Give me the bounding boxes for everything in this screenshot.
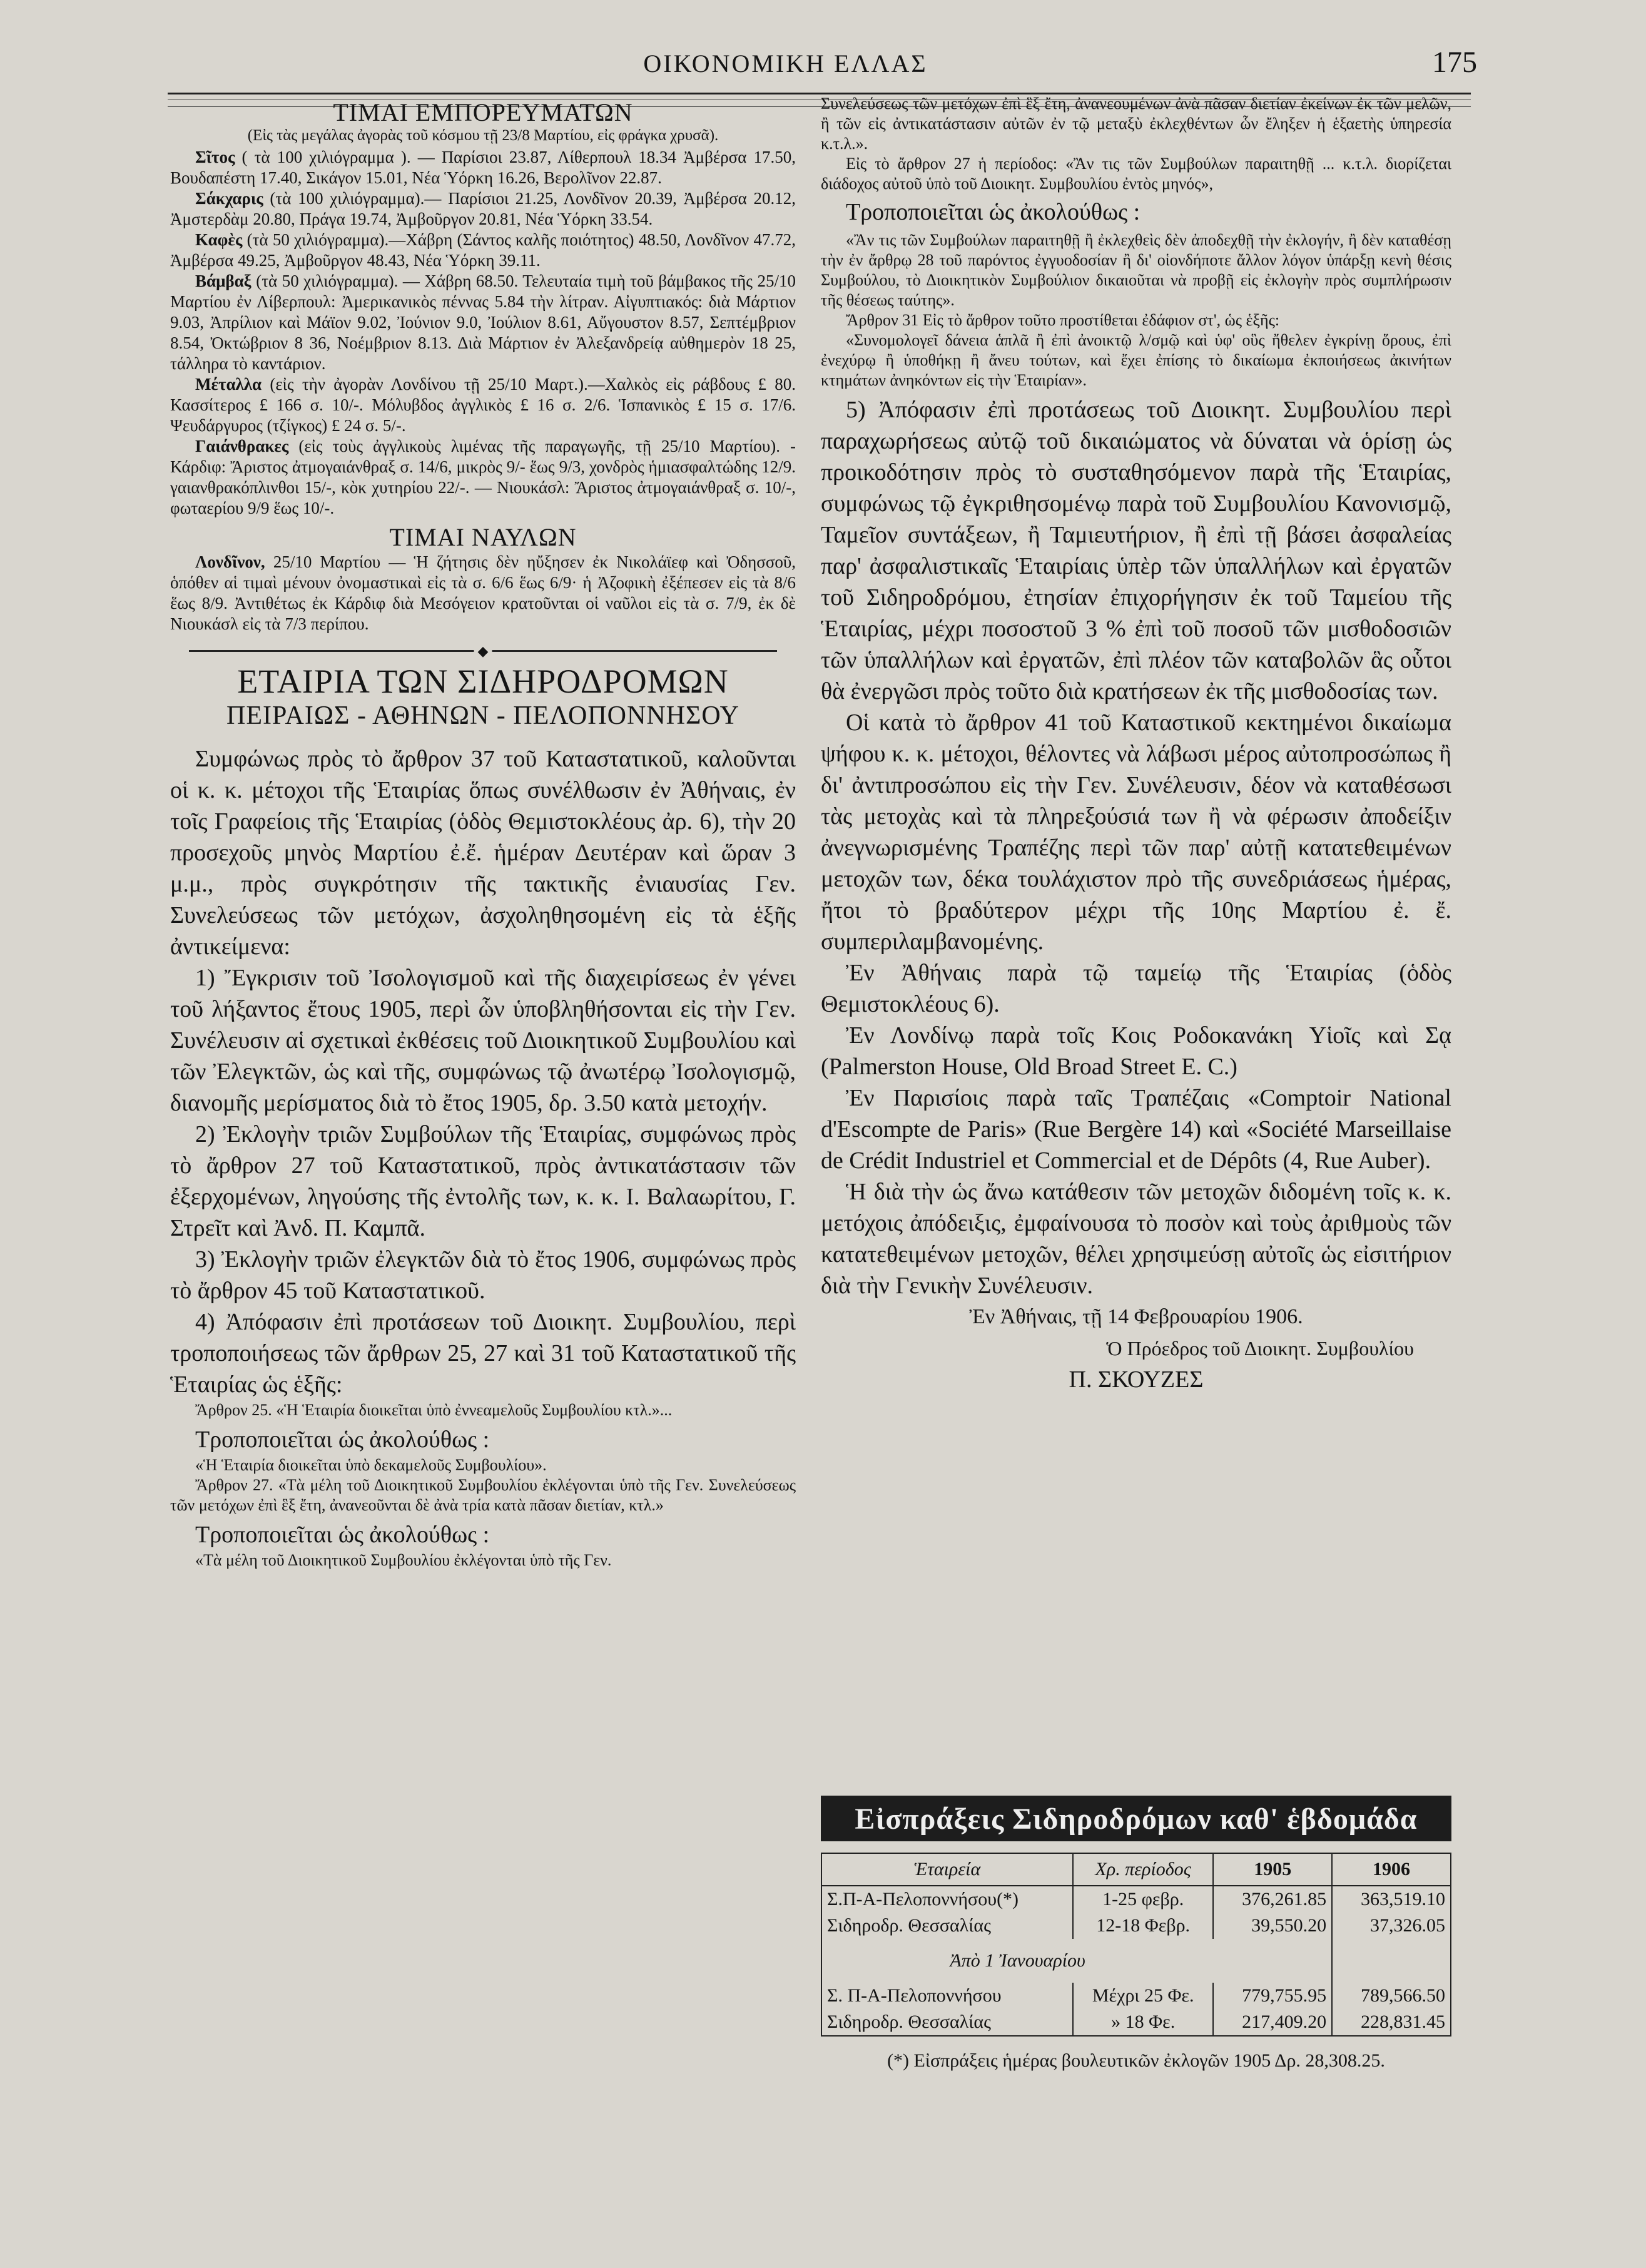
cell-period: 12-18 Φεβρ. — [1073, 1913, 1213, 1939]
price-item — [170, 271, 796, 374]
left-column — [170, 94, 796, 1570]
cell-1905: 217,409.20 — [1213, 2009, 1332, 2036]
table-row — [821, 2009, 1451, 2036]
deposit-receipt: Ἡ διὰ τὴν ὡς ἄνω κατάθεσιν τῶν μετοχῶν διδομένη τοῖς κ. κ. μετόχοις ἀπόδειξις, ἐμφαίνουσα τὸ ποσὸν καὶ τοὺς ἀριθμοὺς τῶν κατατεθειμένων μετοχῶν, θέλει χρησιμεύσῃ αὐτοῖς ὡς εἰσιτήριον διὰ τὴν Γενικὴν Συνέλευσιν. — [821, 1179, 1451, 1299]
cell-1906: 789,566.50 — [1332, 1983, 1451, 2009]
company-title: ΕΤΑΙΡΙΑ ΤΩΝ ΣΙΔΗΡΟΔΡΟΜΩΝ — [237, 663, 729, 700]
cell-period: » 18 Φε. — [1073, 2009, 1213, 2036]
article-31: Ἄρθρον 31 Εἰς τὸ ἄρθρον τοῦτο προστίθεται ἐδάφιον στ', ὡς ἑξῆς: — [846, 311, 1280, 329]
section-divider — [170, 643, 796, 658]
table-row — [821, 1983, 1451, 2009]
price-item-text: (εἰς τοὺς ἀγγλικοὺς λιμένας τῆς παραγωγῆς, τῇ 25/10 Μαρτίου). - Κάρδιφ: Ἄριστος ἀτμογαιάνθραξ σ. 14/6, μικρὸς 9/- ἕως 9/3, χονδρὸς ἡμιασφαλτώδης 12/9. γαιανθρακόπλινθοι 15/-, κὸκ χυτηρίου 22/-. — Νιουκάσλ: Ἄριστος ἀτμογαιάνθραξ σ. 10/-, φωταερίου 9/9 ἕως 10/-. — [170, 437, 796, 517]
price-item-label: Καφὲς — [195, 230, 243, 249]
modified-note-2: Τροποποιεῖται ὡς ἀκολούθως : — [195, 1522, 490, 1548]
price-item-label: Βάμβαξ — [195, 272, 251, 290]
table-row — [821, 1913, 1451, 1939]
column-header: Ἑταιρεία — [821, 1853, 1073, 1886]
article-27-period: Εἰς τὸ ἄρθρον 27 ἡ περίοδος: «Ἂν τις τῶν Συμβούλων παραιτηθῇ ... κ.τ.λ. διορίζεται διάδοχος αὐτοῦ ὑπὸ τοῦ Διοικητ. Συμβουλίου ἐντὸς μηνός», — [821, 155, 1451, 193]
signatory-name: Π. ΣΚΟΥΖΕΣ — [1069, 1366, 1204, 1393]
cell-1906: 363,519.10 — [1332, 1886, 1451, 1913]
cell-company: Σ.Π-Α-Πελοποννήσου(*) — [821, 1886, 1073, 1913]
price-item — [170, 436, 796, 519]
deposit-london: Ἐν Λονδίνῳ παρὰ τοῖς Κοις Ροδοκανάκη Υἱοῖς καὶ Σᾳ (Palmerston House, Old Broad Street E. C.) — [821, 1022, 1451, 1080]
article-27-continued: Συνελεύσεως τῶν μετόχων ἐπὶ ἓξ ἔτη, ἀνανεουμένων ἀνὰ πᾶσαν διετίαν ἐκείνων ἐκ τῶν μελῶν, ἢ τῶν εἰς ἀντικατάστασιν αὐτῶν ἐν τῷ μεταξὺ ἐκλεχθέντων ὧν ἔληξεν ἡ ἑξαετὴς ὑπηρεσία κ.τ.λ.». — [821, 94, 1451, 153]
price-item-text: (τὰ 100 χιλιόγραμμα).— Παρίσιοι 21.25, Λονδῖνον 20.39, Ἀμβέρσα 20.12, Ἀμστερδὰμ 20.80, Πράγα 19.74, Ἀμβοῦργον 20.81, Νέα Ὑόρκη 33.54. — [170, 189, 796, 228]
price-item-label: Σῖτος — [195, 148, 235, 166]
price-item — [170, 188, 796, 230]
agenda-item-2: 2) Ἐκλογὴν τριῶν Συμβούλων τῆς Ἑταιρίας, συμφώνως πρὸς τὸ ἄρθρον 27 τοῦ Καταστατικοῦ, πρὸς ἀντικατάστασιν τῶν ἐξερχομένων, ληγούσης τῆς ἐντολῆς των, κ. κ. Ι. Βαλαωρίτου, Γ. Στρεῖτ καὶ Ἀνδ. Π. Καμπᾶ. — [170, 1121, 796, 1241]
cell-company: Σιδηροδρ. Θεσσαλίας — [821, 1913, 1073, 1939]
notice-intro: Συμφώνως πρὸς τὸ ἄρθρον 37 τοῦ Καταστατικοῦ, καλοῦνται οἱ κ. κ. μέτοχοι τῆς Ἑταιρίας ὅπως συνέλθωσιν ἐν Ἀθήναις, ἐν τοῖς Γραφείοις τῆς Ἑταιρίας (ὁδὸς Θεμιστοκλέους ἀρ. 6), τὴν 20 προσεχοῦς μηνὸς Μαρτίου ἐ.ἔ. ἡμέραν Δευτέραν καὶ ὥραν 3 μ.μ., πρὸς συγκρότησιν τῆς τακτικῆς ἐνιαυσίας Γεν. Συνελεύσεως τῶν μετόχων, ἀσχοληθησομένη εἰς τὰ ἑξῆς ἀντικείμενα: — [170, 746, 796, 960]
receipts-banner: Εἰσπράξεις Σιδηροδρόμων καθ' ἑβδομάδα — [821, 1796, 1451, 1841]
table-row — [821, 1886, 1451, 1913]
article-31-addition: «Συνομολογεῖ δάνεια ἁπλᾶ ἢ ἐπὶ ἀνοικτῷ λ/σμῷ καὶ ὑφ' οὓς ἤθελεν ἐγκρίνῃ ὅρους, ἐπὶ ἐνεχύρῳ ἢ ὑποθήκῃ ἢ ἄνευ τούτων, καὶ ἔχει ἐπίσης τὸ δικαίωμα ἐκποιήσεως ἀκινήτων κτημάτων ἀνηκόντων εἰς τὴν Ἑταιρίαν». — [821, 331, 1451, 389]
price-item — [170, 230, 796, 271]
freight-label: Λονδῖνον, — [195, 552, 265, 571]
freight-heading: ΤΙΜΑΙ ΝΑΥΛΩΝ — [389, 523, 577, 551]
journal-title: ΟΙΚΟΝΟΜΙΚΗ ΕΛΛΑΣ — [643, 49, 928, 78]
table-header-row — [821, 1853, 1451, 1886]
article-25-new: «Ἡ Ἑταιρία διοικεῖται ὑπὸ δεκαμελοῦς Συμβουλίου». — [195, 1456, 547, 1474]
article-27-replacement: «Ἂν τις τῶν Συμβούλων παραιτηθῇ ἢ ἐκλεχθεὶς δὲν ἀποδεχθῇ τὴν ἐκλογήν, ἢ δὲν καταθέσῃ τὴν ἐν ἄρθρῳ 28 τοῦ παρόντος ἐγγυοδοσίαν ἢ δι' οἱονδήποτε ἄλλον λόγον ὑπάρξῃ κενὴ θέσις Συμβούλου, τὸ Διοικητικὸν Συμβούλιον δικαιοῦται νὰ προβῇ εἰς ἐκλογὴν πρὸς συμπλήρωσιν τῆς θέσεως ταύτης». — [821, 231, 1451, 309]
signatory-role: Ὁ Πρόεδρος τοῦ Διοικητ. Συμβουλίου — [1106, 1337, 1414, 1360]
cell-1905: 779,755.95 — [1213, 1983, 1332, 2009]
receipts-box — [821, 1796, 1451, 2072]
prices-subheading: (Εἰς τὰς μεγάλας ἀγορὰς τοῦ κόσμου τῇ 23/8 Μαρτίου, εἰς φράγκα χρυσᾶ). — [247, 127, 719, 144]
freight-text: 25/10 Μαρτίου — Ἡ ζήτησις δὲν ηὔξησεν ἐκ Νικολάϊεφ καὶ Ὀδησσοῦ, ὁπόθεν αἱ τιμαὶ μένουν ὀνομαστικαὶ εἰς τὰ σ. 6/6 ἕως 6/9· ἡ Ἀζοφικὴ ἐξέπεσεν εἰς τὰ 8/6 ἕως 8/9. Ἀντιθέτως ἐκ Κάρδιφ διὰ Μεσόγειον κρατοῦνται οἱ ναῦλοι εἰς τὰ σ. 7/9, ἐκ δὲ Νιουκάσλ εἰς τὰ 7/3 περίπου. — [170, 552, 796, 633]
notice-date: Ἐν Ἀθήναις, τῇ 14 Φεβρουαρίου 1906. — [969, 1305, 1303, 1328]
right-column — [821, 94, 1451, 1395]
modified-note: Τροποποιεῖται ὡς ἀκολούθως : — [195, 1426, 490, 1453]
cell-1905: 376,261.85 — [1213, 1886, 1332, 1913]
cell-company: Σ. Π-Α-Πελοποννήσου — [821, 1983, 1073, 2009]
section-empty-cell — [1332, 1939, 1451, 1983]
price-item — [170, 147, 796, 188]
price-item-text: (τὰ 50 χιλιόγραμμα). — Χάβρη 68.50. Τελευταία τιμὴ τοῦ βάμβακος τῆς 25/10 Μαρτίου ἐν Λίβερπουλ: Ἀμερικανικὸς πέννας 5.84 τὴν λίτραν. Αἰγυπτιακός: διὰ Μάρτιον 9.03, Ἀπρίλιον καὶ Μάϊον 9.02, Ἰούνιον 9.0, Ἰούλιον 8.61, Αὔγουστον 8.57, Σεπτέμβριον 8.54, Ὀκτώβριον 8 36, Νοέμβριον 8.13. Διὰ Μάρτιον ἐν Ἀλεξανδρείᾳ αὐθημερὸν 18 25, τάλληρα τὸ καντάριον. — [170, 272, 796, 373]
column-header: Χρ. περίοδος — [1073, 1853, 1213, 1886]
deposit-athens: Ἐν Ἀθήναις παρὰ τῷ ταμείῳ τῆς Ἑταιρίας (ὁδὸς Θεμιστοκλέους 6). — [821, 960, 1451, 1017]
agenda-item-5: 5) Ἀπόφασιν ἐπὶ προτάσεως τοῦ Διοικητ. Συμβουλίου περὶ παραχωρήσεως αὐτῷ τοῦ δικαιώματος νὰ δύναται νὰ ὁρίσῃ ὡς προικοδότησιν πρὸς τὸ συσταθησόμενον παρὰ τῆς Ἑταιρίας, συμφώνως τῷ ἐγκριθησομένῳ παρὰ τοῦ Συμβουλίου Κανονισμῷ, Ταμεῖον συντάξεων, ἢ Ταμιευτήριον, ἢ ἐπὶ τῇ βάσει ἀσφαλείας παρ' ἀσφαλιστικαῖς Ἑταιρίαις ὑπὲρ τῶν ὑπαλλήλων καὶ ἐργατῶν τοῦ Σιδηροδρόμου, ἐτησίαν ἐπιχορήγησιν ἐκ τοῦ Ταμείου τῆς Ἑταιρίας, μέχρι ποσοστοῦ 3 % ἐπὶ τοῦ ποσοῦ τῶν μισθοδοσιῶν τῶν ὑπαλλήλων καὶ ἐργατῶν, ἐπὶ πλέον τῶν καταβολῶν ἃς οὗτοι θὰ ἐνεργῶσι πρὸς τοῦτο διὰ κρατήσεων ἐκ τῆς μισθοδοσίας των. — [821, 397, 1451, 704]
price-item-text: ( τὰ 100 χιλιόγραμμα ). — Παρίσιοι 23.87, Λίθερπουλ 18.34 Ἀμβέρσα 17.50, Βουδαπέστη 17.40, Σικάγον 15.01, Νέα Ὑόρκη 16.26, Βερολῖνον 22.87. — [170, 148, 796, 187]
table-section-row — [821, 1939, 1451, 1983]
price-item-label: Μέταλλα — [195, 375, 262, 394]
column-header: 1905 — [1213, 1853, 1332, 1886]
cell-1905: 39,550.20 — [1213, 1913, 1332, 1939]
table-footnote: (*) Εἰσπράξεις ἡμέρας βουλευτικῶν ἐκλογῶν 1905 Δρ. 28,308.25. — [887, 2050, 1385, 2071]
cell-period: 1-25 φεβρ. — [1073, 1886, 1213, 1913]
voting-rights: Οἱ κατὰ τὸ ἄρθρον 41 τοῦ Καταστικοῦ κεκτημένοι δικαίωμα ψήφου κ. κ. μέτοχοι, θέλοντες νὰ λάβωσι μέρος αὐτοπροσώπως ἢ δι' ἀντιπροσώπου εἰς τὴν Γεν. Συνέλευσιν, δέον νὰ καταθέσωσι τὰς μετοχὰς καὶ τὰ πληρεξούσιά των ἢ νὰ φέρωσιν ἀποδείξιν ἀνεγνωρισμένης Τραπέζης περὶ τῶν παρ' αὐτῇ κατατεθειμένων μετοχῶν των, δέκα τουλάχιστον πρὸ τῆς συνεδριάσεως ἡμέρας, ἤτοι τὸ βραδύτερον μέχρι τῆς 10ης Μαρτίου ἐ. ἔ. συμπεριλαμβανομένης. — [821, 709, 1451, 955]
modified-note-3: Τροποποιεῖται ὡς ἀκολούθως : — [846, 199, 1141, 225]
cell-1906: 37,326.05 — [1332, 1913, 1451, 1939]
price-item — [170, 374, 796, 436]
agenda-item-1: 1) Ἔγκρισιν τοῦ Ἰσολογισμοῦ καὶ τῆς διαχειρίσεως ἐν γένει τοῦ λήξαντος ἔτους 1905, περὶ ὧν ὑποβληθήσονται εἰς τὴν Γεν. Συνέλευσιν αἱ σχετικαὶ ἐκθέσεις τοῦ Διοικητικοῦ Συμβουλίου καὶ τῶν Ἐλεγκτῶν, ὡς καὶ τῆς, συμφώνως τῷ ἀνωτέρῳ Ἰσολογισμῷ, διανομῆς μερίσματος διὰ τὸ ἔτος 1905, δρ. 3.50 κατὰ μετοχήν. — [170, 965, 796, 1116]
divider-ornament: ◆ — [474, 643, 492, 659]
prices-heading: ΤΙΜΑΙ ΕΜΠΟΡΕΥΜΑΤΩΝ — [333, 98, 633, 126]
price-item-label: Γαιάνθρακες — [195, 437, 289, 455]
cell-1906: 228,831.45 — [1332, 2009, 1451, 2036]
article-27-new: «Τὰ μέλη τοῦ Διοικητικοῦ Συμβουλίου ἐκλέγονται ὑπὸ τῆς Γεν. — [195, 1551, 612, 1569]
cell-period: Μέχρι 25 Φε. — [1073, 1983, 1213, 2009]
freight-text-block — [170, 552, 796, 634]
column-header: 1906 — [1332, 1853, 1451, 1886]
article-25-old: Ἄρθρον 25. «Ἡ Ἑταιρία διοικεῖται ὑπὸ ἐννεαμελοῦς Συμβουλίου κτλ.»... — [195, 1401, 673, 1419]
price-item-text: (εἰς τὴν ἀγορὰν Λονδίνου τῇ 25/10 Μαρτ.).—Χαλκὸς εἰς ράβδους £ 80. Κασσίτερος £ 166 σ. 10/-. Μόλυβδος ἀγγλικὸς £ 16 σ. 2/6. Ἱσπανικὸς £ 15 σ. 17/6. Ψευδάργυρος (τζίγκος) £ 24 σ. 5/-. — [170, 375, 796, 435]
agenda-item-4: 4) Ἀπόφασιν ἐπὶ προτάσεων τοῦ Διοικητ. Συμβουλίου, περὶ τροποποιήσεως τῶν ἄρθρων 25, 27 καὶ 31 τοῦ Καταστατικοῦ τῆς Ἑταιρίας ὡς ἑξῆς: — [170, 1309, 796, 1398]
cell-company: Σιδηροδρ. Θεσσαλίας — [821, 2009, 1073, 2036]
price-item-label: Σάκχαρις — [195, 189, 263, 208]
agenda-item-3: 3) Ἐκλογὴν τριῶν ἐλεγκτῶν διὰ τὸ ἔτος 1906, συμφώνως πρὸς τὸ ἄρθρον 45 τοῦ Καταστατικοῦ. — [170, 1246, 796, 1304]
section-empty-cell — [1213, 1939, 1332, 1983]
deposit-paris: Ἐν Παρισίοις παρὰ ταῖς Τραπέζαις «Comptoir National d'Escompte de Paris» (Rue Bergère 14) καὶ «Société Marseillaise de Crédit Industriel et Commercial et de Dépôts (4, Rue Auber). — [821, 1085, 1451, 1174]
company-subtitle: ΠΕΙΡΑΙΩΣ - ΑΘΗΝΩΝ - ΠΕΛΟΠΟΝΝΗΣΟΥ — [226, 701, 739, 730]
receipts-table — [821, 1853, 1451, 2037]
page-number: 175 — [1432, 46, 1477, 79]
price-item-text: (τὰ 50 χιλιόγραμμα).—Χάβρη (Σάντος καλῆς ποιότητος) 48.50, Λονδῖνον 47.72, Ἀμβέρσα 49.25, Ἀμβοῦργον 48.43, Νέα Ὑόρκη 39.11. — [170, 230, 796, 270]
section-label: Ἀπὸ 1 Ἰανουαρίου — [821, 1939, 1213, 1983]
page-header — [94, 44, 1477, 88]
article-27-old: Ἄρθρον 27. «Τὰ μέλη τοῦ Διοικητικοῦ Συμβουλίου ἐκλέγονται ὑπὸ τῆς Γεν. Συνελεύσεως τῶν μετόχων ἐπὶ ἓξ ἔτη, ἀνανεοῦνται δὲ ἀνὰ τρία κατὰ πᾶσαν διετίαν, κτλ.» — [170, 1476, 796, 1514]
